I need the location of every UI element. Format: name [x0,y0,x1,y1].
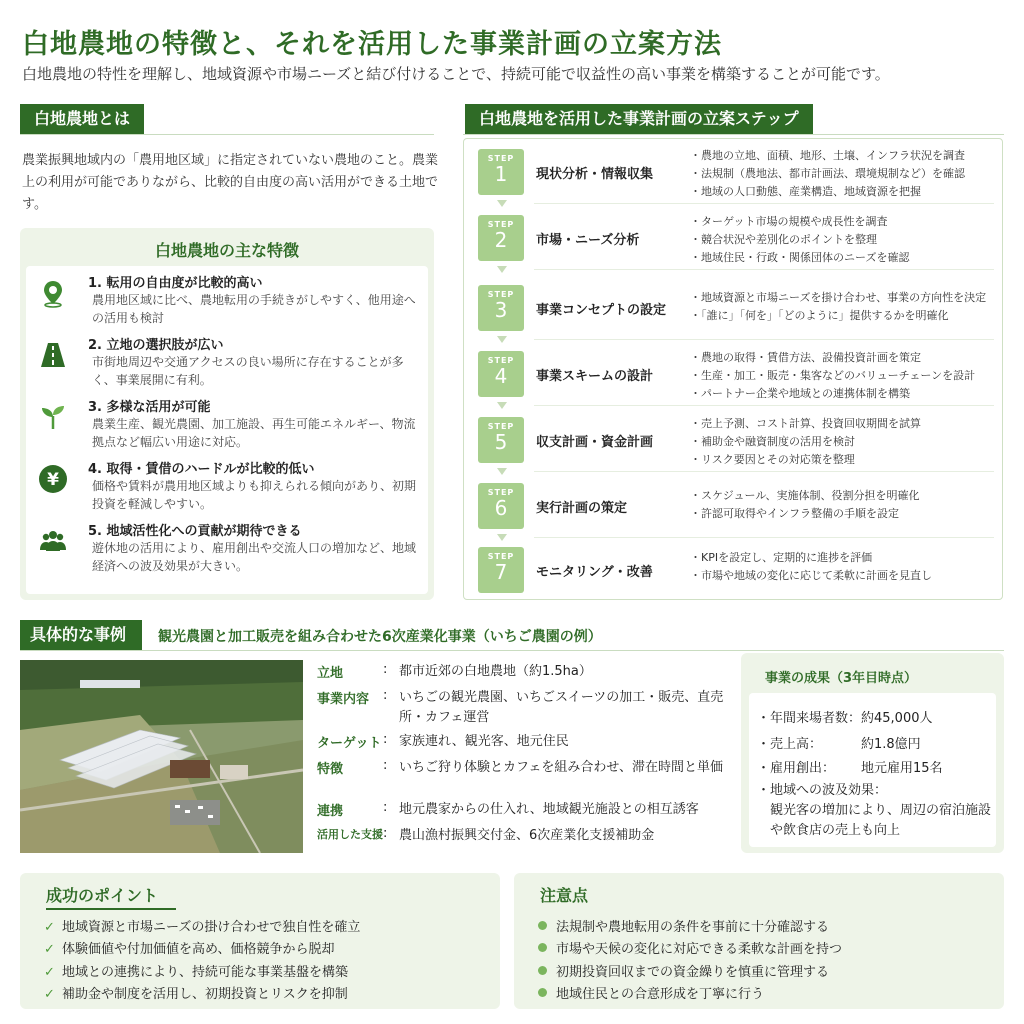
features-panel [20,228,434,600]
success-title: 成功のポイント [46,886,159,905]
page-subtitle: 白地農地の特性を理解し、地域資源や市場ニーズと結び付けることで、持続可能で収益性の高い事業を構築することが可能です。 [22,65,890,83]
step-divider [534,269,994,270]
success-item: ✓ 地域資源と市場ニーズの掛け合わせで独自性を確立 [44,920,361,935]
feature-description: 農業生産、観光農園、加工施設、再生可能エネルギー、物流拠点など幅広い用途に対応。 [92,417,416,449]
step-name: 市場・ニーズ分析 [536,233,640,248]
svg-text:¥: ¥ [47,470,59,490]
step-bullets: ・ターゲット市場の規模や成長性を調査 ・競合状況や差別化のポイントを整理 ・地域住民・行政・関係団体のニーズを確認 [690,215,910,264]
success-underline [46,908,176,910]
success-item: ✓ 補助金や制度を活用し、初期投資とリスクを抑制 [44,987,348,1002]
definition-text: 農業振興地域内の「農用地区域」に指定されていない農地のこと。農業上の利用が可能でありながら、比較的自由度の高い活用ができる土地です。 [22,153,439,212]
case-key: 連携 [317,804,344,819]
step-name: 現状分析・情報収集 [536,167,654,182]
bullet-dot-icon [538,966,547,975]
results-list: ・年間来場者数： 約45,000人 ・売上高： 約1.8億円 ・雇用創出： 地元雇用15名 ・地域への波及効果： 観光客の増加により、周辺の宿泊施設や飲食店の売上も向上 [749,693,996,847]
case-value: いちごの観光農園、いちごスイーツの加工・販売、直売所・カフェ運営 [399,690,724,725]
step-bullets: ・スケジュール、実施体制、役割分担を明確化 ・許認可取得やインフラ整備の手順を設定 [690,489,920,520]
success-item: ✓ 地域との連携により、持続可能な事業基盤を構築 [44,965,349,980]
bullet-dot-icon [538,943,547,952]
step-badge: STEP 7 [478,547,524,593]
caution-item: 初期投資回収までの資金繰りを慎重に管理する [538,961,829,980]
step-bullets: ・農地の取得・賃借方法、設備投資計画を策定 ・生産・加工・販売・集客などのバリューチェーンを設計 ・パートナー企業や地域との連携体制を構築 [690,351,976,400]
result-impact: ・地域への波及効果： 観光客の増加により、周辺の宿泊施設や飲食店の売上も向上 [757,783,992,838]
caution-item: 地域住民との合意形成を丁寧に行う [538,983,764,1002]
caution-item: 法規制や農地転用の条件を事前に十分確認する [538,916,829,935]
step-divider [534,537,994,538]
step-name: 実行計画の策定 [536,501,628,516]
step-arrow [497,402,507,409]
definition-divider [20,134,434,135]
feature-item [26,396,428,458]
results-panel [741,653,1004,853]
case-value: いちご狩り体験とカフェを組み合わせ、滞在時間と単価 [399,760,723,775]
step-item [464,147,1004,197]
caution-panel [514,873,1004,1009]
case-value: 家族連れ、観光客、地元住民 [399,734,569,749]
steps-panel [463,138,1003,600]
definition-label: 白地農地とは [20,104,144,134]
step-bullets: ・売上予測、コスト計算、投資回収期間を試算 ・補助金や融資制度の活用を検討 ・リスク要因とその対応策を整理 [690,417,921,466]
feature-description: 遊休地の活用により、雇用創出や交流人口の増加など、地域経済への波及効果が大きい。 [92,541,417,573]
step-badge: STEP 2 [478,215,524,261]
case-key: 活用した支援 [317,828,383,841]
check-icon: ✓ [44,920,55,935]
step-divider [534,339,994,340]
bullet-dot-icon [538,921,547,930]
case-value: 農山漁村振興交付金、6次産業化支援補助金 [399,828,655,843]
step-badge: STEP 6 [478,483,524,529]
step-item [464,213,1004,263]
feature-description: 価格や賃料が農用地区域よりも抑えられる傾向があり、初期投資を軽減しやすい。 [92,479,417,511]
case-label: 具体的な事例 [20,620,142,650]
feature-description: 市街地周辺や交通アクセスの良い場所に存在することが多く、事業展開に有利。 [92,355,404,387]
results-title: 事業の成果（3年目時点） [765,671,918,686]
people-icon [38,526,68,556]
feature-item [26,520,428,582]
step-item [464,481,1004,531]
feature-heading: 4. 取得・賃借のハードルが比較的低い [88,462,315,477]
feature-item [26,458,428,520]
strawberry-farm-aerial-photo [20,660,303,853]
map-pin-icon [38,278,68,308]
page-title: 白地農地の特徴と、それを活用した事業計画の立案方法 [22,29,722,60]
features-title: 白地農地の主な特徴 [154,241,299,260]
check-icon: ✓ [44,942,55,957]
feature-item [26,334,428,396]
feature-heading: 3. 多様な活用が可能 [88,400,211,415]
step-badge: STEP 5 [478,417,524,463]
feature-description: 農用地区域に比べ、農地転用の手続きがしやすく、他用途への活用も検討 [92,293,416,325]
steps-label: 白地農地を活用した事業計画の立案ステップ [465,104,813,134]
step-divider [534,203,994,204]
step-bullets: ・地域資源と市場ニーズを掛け合わせ、事業の方向性を決定 ・「誰に」「何を」「どのように」提供するかを明確化 [690,291,987,322]
case-key: 立地 [317,666,344,681]
sprout-icon [38,402,68,432]
step-arrow [497,200,507,207]
case-value: 都市近郊の白地農地（約1.5ha） [399,664,592,679]
case-key: ターゲット [317,736,382,751]
check-icon: ✓ [44,965,55,980]
features-list [26,266,428,594]
feature-item [26,272,428,334]
step-name: モニタリング・改善 [536,565,653,580]
step-item [464,415,1004,465]
yen-icon [38,464,68,494]
step-name: 事業コンセプトの設定 [536,303,667,318]
case-key: 特徴 [317,762,344,777]
step-arrow [497,336,507,343]
road-icon [38,340,68,370]
feature-heading: 5. 地域活性化への貢献が期待できる [88,524,302,539]
case-divider [20,650,1004,651]
case-key: 事業内容 [317,692,370,707]
step-item [464,545,1004,595]
step-badge: STEP 4 [478,351,524,397]
success-panel [20,873,500,1009]
feature-heading: 1. 転用の自由度が比較的高い [88,276,263,291]
steps-divider [463,134,1004,135]
feature-heading: 2. 立地の選択肢が広い [88,338,224,353]
step-badge: STEP 1 [478,149,524,195]
bullet-dot-icon [538,988,547,997]
step-bullets: ・KPIを設定し、定期的に進捗を評価 ・市場や地域の変化に応じて柔軟に計画を見直し [690,551,932,582]
step-arrow [497,534,507,541]
caution-title: 注意点 [540,886,589,905]
step-name: 収支計画・資金計画 [536,435,654,450]
step-item [464,283,1004,333]
case-value: 地元農家からの仕入れ、地域観光施設との相互誘客 [399,802,699,817]
step-divider [534,405,994,406]
caution-item: 市場や天候の変化に対応できる柔軟な計画を持つ [538,938,842,957]
step-badge: STEP 3 [478,285,524,331]
step-item [464,349,1004,399]
step-arrow [497,468,507,475]
step-arrow [497,266,507,273]
case-title: 観光農園と加工販売を組み合わせた6次産業化事業（いちご農園の例） [158,629,602,645]
step-divider [534,471,994,472]
success-item: ✓ 体験価値や付加価値を高め、価格競争から脱却 [44,942,335,957]
step-name: 事業スキームの設計 [536,369,654,384]
step-bullets: ・農地の立地、面積、地形、土壌、インフラ状況を調査 ・法規制（農地法、都市計画法、環境規制など）を確認 ・地域の人口動態、産業構造、地域資源を把握 [690,149,965,198]
check-icon: ✓ [44,987,55,1002]
